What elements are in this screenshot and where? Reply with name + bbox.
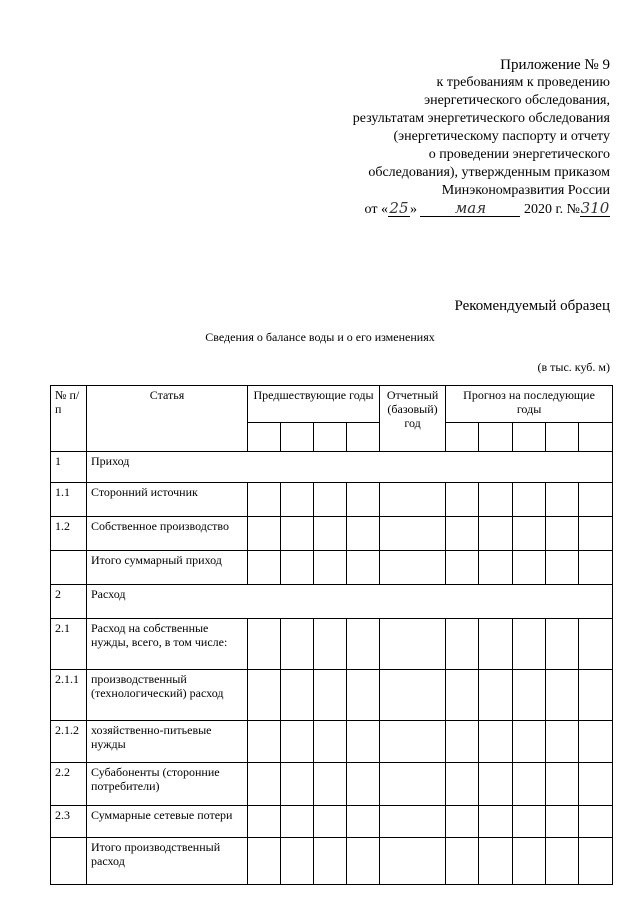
row-label: Суммарные сетевые потери [87,806,248,838]
value-cell[interactable] [281,483,314,517]
header-num: № п/п [51,386,87,452]
order-date-line [310,200,610,219]
value-cell[interactable] [314,551,347,585]
previous-year-cell [248,423,281,452]
value-cell[interactable] [513,838,546,885]
date-month-handwritten: мая [420,200,520,217]
value-cell[interactable] [380,838,446,885]
forecast-year-cell [513,423,546,452]
value-cell[interactable] [380,551,446,585]
value-cell[interactable] [347,670,380,721]
appendix-line: энергетического обследования, [424,93,610,108]
forecast-year-cell [546,423,579,452]
value-cell[interactable] [479,838,513,885]
appendix-line: результатам энергетического обследования [352,111,610,126]
value-cell[interactable] [579,619,613,670]
value-cell[interactable] [446,670,479,721]
value-cell[interactable] [513,806,546,838]
table-row [51,838,613,885]
previous-year-cell [347,423,380,452]
value-cell[interactable] [479,806,513,838]
value-cell[interactable] [248,619,281,670]
value-cell[interactable] [248,670,281,721]
value-cell[interactable] [579,763,613,806]
value-cell[interactable] [513,551,546,585]
value-cell[interactable] [579,670,613,721]
value-cell[interactable] [281,551,314,585]
table-row [51,806,613,838]
value-cell[interactable] [281,619,314,670]
table-row [51,619,613,670]
value-cell[interactable] [546,806,579,838]
value-cell[interactable] [347,551,380,585]
table-row [51,517,613,551]
value-cell[interactable] [546,483,579,517]
value-cell[interactable] [380,721,446,763]
value-cell[interactable] [446,619,479,670]
row-label: Сторонний источник [87,483,248,517]
forecast-year-cell [446,423,479,452]
value-cell[interactable] [248,763,281,806]
value-cell[interactable] [380,806,446,838]
value-cell[interactable] [513,721,546,763]
value-cell[interactable] [579,551,613,585]
table-row [51,763,613,806]
value-cell[interactable] [513,517,546,551]
value-cell[interactable] [513,483,546,517]
value-cell[interactable] [314,517,347,551]
value-cell[interactable] [380,670,446,721]
value-cell[interactable] [579,483,613,517]
value-cell[interactable] [380,619,446,670]
value-cell[interactable] [347,806,380,838]
value-cell[interactable] [446,838,479,885]
value-cell[interactable] [479,763,513,806]
row-number [51,551,87,585]
water-balance-table [50,385,613,885]
value-cell[interactable] [380,483,446,517]
row-number: 2.2 [51,763,87,806]
row-number: 2.1.2 [51,721,87,763]
date-prefix: от « [364,202,388,217]
row-label: Субабоненты (сторонние потребители) [87,763,248,806]
value-cell[interactable] [314,721,347,763]
document-title: Сведения о балансе воды и о его изменениях [205,330,435,344]
row-number: 1.2 [51,517,87,551]
value-cell[interactable] [314,483,347,517]
value-cell[interactable] [579,838,613,885]
value-cell[interactable] [248,517,281,551]
value-cell[interactable] [546,763,579,806]
value-cell[interactable] [347,763,380,806]
value-cell[interactable] [446,806,479,838]
value-cell[interactable] [248,721,281,763]
value-cell[interactable] [314,838,347,885]
date-mid: » [409,202,417,217]
value-cell[interactable] [281,517,314,551]
value-cell[interactable] [380,517,446,551]
value-cell[interactable] [546,721,579,763]
forecast-year-cell [579,423,613,452]
row-label: Расход [87,585,613,619]
table-row [51,670,613,721]
value-cell[interactable] [347,483,380,517]
appendix-title: Приложение № 9 [500,57,610,73]
value-cell[interactable] [513,670,546,721]
row-label: Итого производственный расход [87,838,248,885]
value-cell[interactable] [281,806,314,838]
recommended-sample-label: Рекомендуемый образец [454,298,610,314]
value-cell[interactable] [446,763,479,806]
value-cell[interactable] [281,838,314,885]
order-number-handwritten: 310 [580,199,610,217]
appendix-line: Минэкономразвития России [441,183,610,198]
table-row [51,721,613,763]
value-cell[interactable] [546,670,579,721]
appendix-line: о проведении энергетического [428,147,610,162]
appendix-line: обследования), утвержденным приказом [368,165,610,180]
value-cell[interactable] [446,721,479,763]
row-number: 2.3 [51,806,87,838]
value-cell[interactable] [347,517,380,551]
table-row [51,483,613,517]
value-cell[interactable] [314,763,347,806]
appendix-line: (энергетическому паспорту и отчету [393,129,610,144]
row-number: 1 [51,452,87,483]
table-row [51,551,613,585]
value-cell[interactable] [513,619,546,670]
row-number: 2 [51,585,87,619]
value-cell[interactable] [248,483,281,517]
appendix-line: к требованиям к проведению [436,75,610,90]
value-cell[interactable] [446,483,479,517]
row-label: хозяйственно-питьевые нужды [87,721,248,763]
row-number: 2.1 [51,619,87,670]
value-cell[interactable] [248,806,281,838]
value-cell[interactable] [579,517,613,551]
previous-year-cell [314,423,347,452]
header-reporting-year: Отчетный (базовый) год [380,386,446,452]
row-label: Расход на собственные нужды, всего, в том числе: [87,619,248,670]
value-cell[interactable] [446,551,479,585]
previous-year-cell [281,423,314,452]
units-label: (в тыс. куб. м) [537,360,610,374]
row-number: 1.1 [51,483,87,517]
header-article: Статья [87,386,248,452]
forecast-year-cell [479,423,513,452]
value-cell[interactable] [579,806,613,838]
value-cell[interactable] [347,838,380,885]
row-number [51,838,87,885]
value-cell[interactable] [314,619,347,670]
value-cell[interactable] [347,619,380,670]
header-previous-years: Предшествующие годы [248,386,380,423]
value-cell[interactable] [281,763,314,806]
date-day-handwritten: 25 [389,199,409,217]
value-cell[interactable] [248,838,281,885]
value-cell[interactable] [479,517,513,551]
value-cell[interactable] [347,721,380,763]
row-label: Приход [87,452,613,483]
value-cell[interactable] [479,670,513,721]
row-number: 2.1.1 [51,670,87,721]
value-cell[interactable] [579,721,613,763]
row-label: Собственное производство [87,517,248,551]
table-row [51,452,613,483]
row-label: Итого суммарный приход [87,551,248,585]
value-cell[interactable] [546,517,579,551]
value-cell[interactable] [546,619,579,670]
row-label: производственный (технологический) расход [87,670,248,721]
value-cell[interactable] [513,763,546,806]
value-cell[interactable] [281,721,314,763]
value-cell[interactable] [479,721,513,763]
value-cell[interactable] [281,670,314,721]
value-cell[interactable] [546,551,579,585]
value-cell[interactable] [479,551,513,585]
value-cell[interactable] [248,551,281,585]
value-cell[interactable] [446,517,479,551]
table-row [51,585,613,619]
header-forecast-years: Прогноз на последующие годы [446,386,613,423]
value-cell[interactable] [380,763,446,806]
value-cell[interactable] [314,806,347,838]
value-cell[interactable] [479,483,513,517]
value-cell[interactable] [314,670,347,721]
value-cell[interactable] [546,838,579,885]
date-year: 2020 г. № [523,202,580,217]
value-cell[interactable] [479,619,513,670]
appendix-block [310,56,610,219]
